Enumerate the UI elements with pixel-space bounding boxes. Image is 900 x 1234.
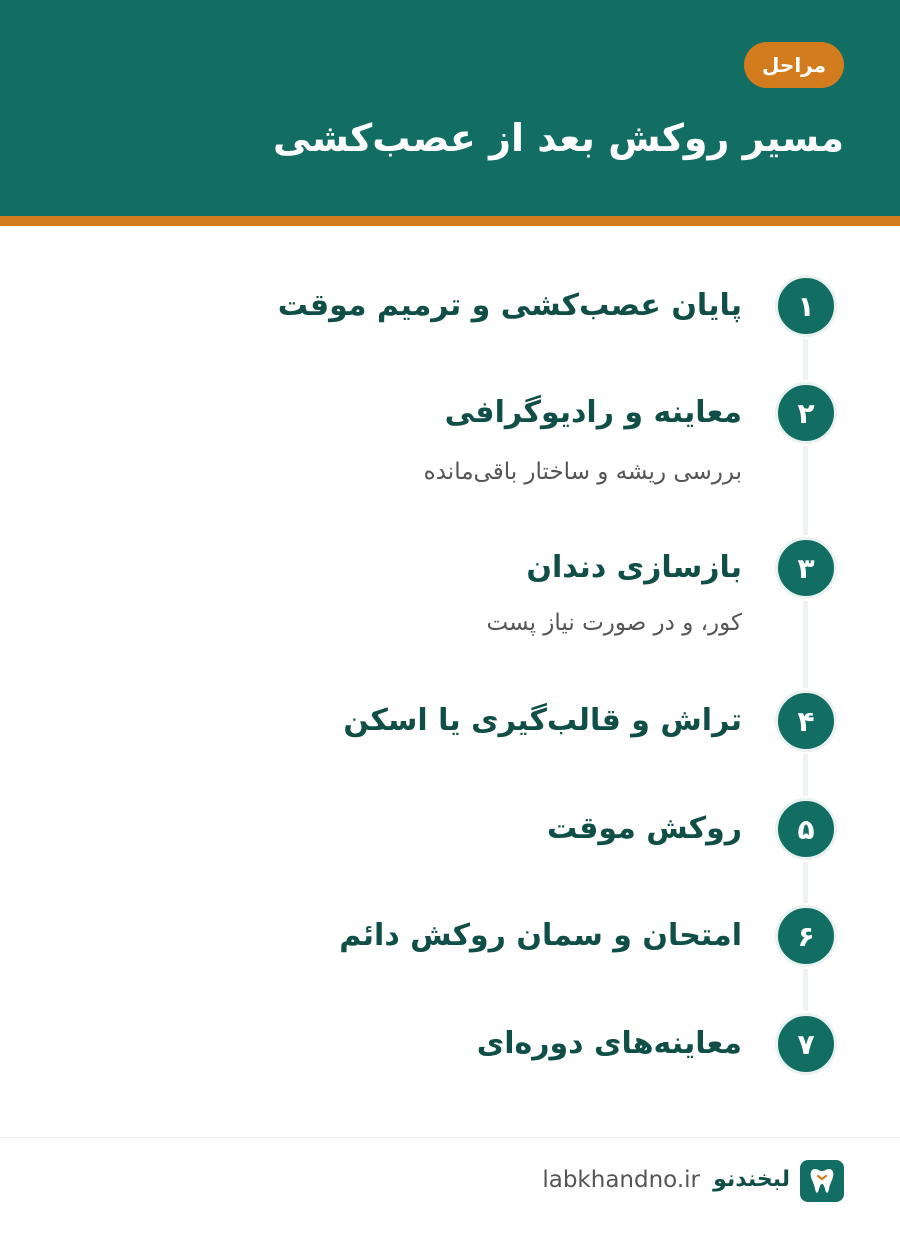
page-title: مسیر روکش بعد از عصب‌کشی — [273, 116, 844, 160]
step-title: امتحان و سمان روکش دائم — [339, 918, 742, 953]
header-accent-bar — [0, 216, 900, 226]
step-title: پایان عصب‌کشی و ترمیم موقت — [277, 288, 742, 323]
step-title: تراش و قالب‌گیری یا اسکن — [343, 703, 742, 738]
section-badge: مراحل — [744, 42, 844, 88]
brand-url[interactable]: labkhandno.ir — [542, 1167, 700, 1193]
step-subtitle: بررسی ریشه و ساختار باقی‌مانده — [423, 459, 742, 485]
footer-divider — [0, 1137, 900, 1138]
step-number-circle: ۴ — [775, 690, 837, 752]
header — [0, 0, 900, 216]
step-number-circle: ۶ — [775, 905, 837, 967]
step-number-circle: ۷ — [775, 1013, 837, 1075]
step-number-circle: ۱ — [775, 275, 837, 337]
brand-name: لبخندنو — [713, 1167, 790, 1192]
step-number-circle: ۲ — [775, 382, 837, 444]
step-number-circle: ۵ — [775, 798, 837, 860]
step-title: معاینه‌های دوره‌ای — [476, 1026, 742, 1061]
step-number-circle: ۳ — [775, 537, 837, 599]
step-title: معاینه و رادیوگرافی — [444, 395, 742, 430]
step-title: بازسازی دندان — [526, 550, 742, 585]
tooth-icon — [800, 1160, 844, 1202]
step-title: روکش موقت — [547, 811, 742, 846]
step-subtitle: کور، و در صورت نیاز پست — [486, 610, 742, 636]
